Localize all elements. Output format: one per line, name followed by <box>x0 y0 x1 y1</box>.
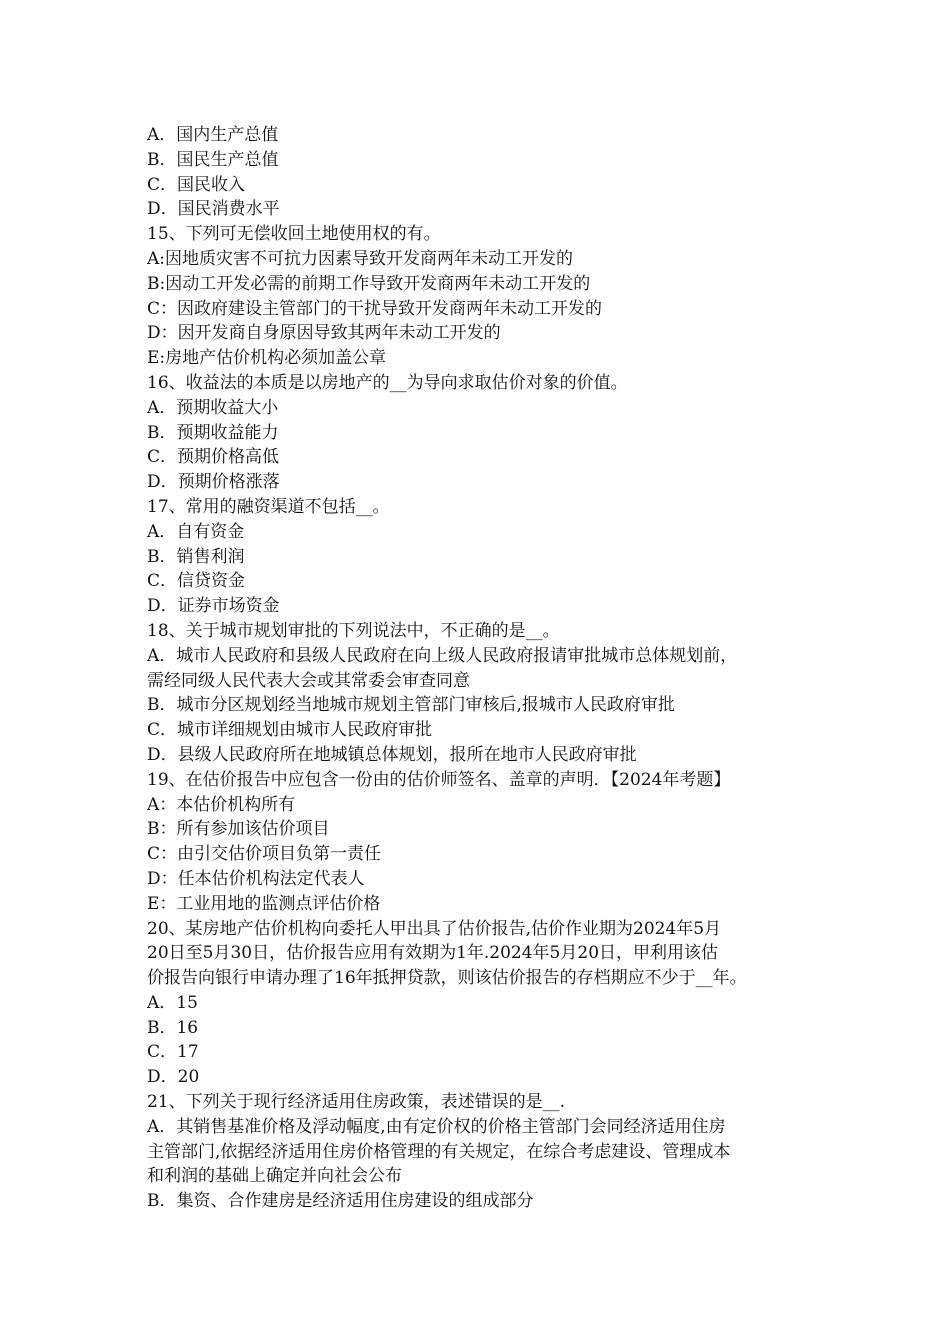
option-a: A．城市人民政府和县级人民政府在向上级人民政府报请审批城市总体规划前， <box>147 645 738 666</box>
option-b: B:因动工开发必需的前期工作导致开发商两年未动工开发的 <box>147 273 591 294</box>
question-18: 18、关于城市规划审批的下列说法中，不正确的是__。 <box>147 620 560 641</box>
option-d: D．国民消费水平 <box>147 199 280 220</box>
question-20-continued: 20日至5月30日，估价报告应用有效期为1年.2024年5月20日，甲利用该估 <box>147 943 719 964</box>
option-d: D．预期价格涨落 <box>147 472 280 493</box>
option-b: B．城市分区规划经当地城市规划主管部门审核后,报城市人民政府审批 <box>147 695 675 716</box>
option-d: D．20 <box>147 1067 200 1088</box>
option-c: C．17 <box>147 1042 199 1063</box>
option-c: C．城市详细规划由城市人民政府审批 <box>147 720 433 741</box>
option-d: D：任本估价机构法定代表人 <box>147 868 365 889</box>
question-21: 21、下列关于现行经济适用住房政策，表述错误的是__. <box>147 1092 566 1113</box>
option-a: A：本估价机构所有 <box>147 794 296 815</box>
option-a-continued: 需经同级人民代表大会或其常委会审查同意 <box>147 670 470 691</box>
option-e: E:房地产估价机构必须加盖公章 <box>147 348 387 369</box>
option-b: B．集资、合作建房是经济适用住房建设的组成部分 <box>147 1191 534 1212</box>
option-c: C．预期价格高低 <box>147 447 280 468</box>
option-b: B：所有参加该估价项目 <box>147 819 330 840</box>
option-d: D．证券市场资金 <box>147 596 280 617</box>
option-c: C：因政府建设主管部门的干扰导致开发商两年未动工开发的 <box>147 298 603 319</box>
option-a: A:因地质灾害不可抗力因素导致开发商两年未动工开发的 <box>147 248 574 269</box>
option-a-continued: 主管部门,依据经济适用住房价格管理的有关规定，在综合考虑建设、管理成本 <box>147 1141 731 1162</box>
document-body <box>147 123 827 1214</box>
option-a: A．预期收益大小 <box>147 397 279 418</box>
option-b: B．国民生产总值 <box>147 149 279 170</box>
option-a: A．国内生产总值 <box>147 125 279 145</box>
option-a: A．其销售基准价格及浮动幅度,由有定价权的价格主管部门会同经济适用住房 <box>147 1116 726 1137</box>
question-15: 15、下列可无偿收回土地使用权的有。 <box>147 224 441 245</box>
question-20: 20、某房地产估价机构向委托人甲出具了估价报告,估价作业期为2024年5月 <box>147 918 722 939</box>
question-20-continued: 价报告向银行申请办理了16年抵押贷款，则该估价报告的存档期应不少于__年。 <box>147 968 747 989</box>
option-b: B．销售利润 <box>147 546 245 567</box>
option-d: D．县级人民政府所在地城镇总体规划，报所在地市人民政府审批 <box>147 744 637 765</box>
question-16: 16、收益法的本质是以房地产的__为导向求取估价对象的价值。 <box>147 372 628 393</box>
option-a: A．15 <box>147 992 198 1013</box>
option-c: C．国民收入 <box>147 174 246 195</box>
option-a: A．自有资金 <box>147 521 245 542</box>
option-a-continued: 和利润的基础上确定并向社会公布 <box>147 1166 402 1187</box>
question-17: 17、常用的融资渠道不包括__。 <box>147 496 390 517</box>
option-b: B．预期收益能力 <box>147 422 279 443</box>
option-c: C：由引交估价项目负第一责任 <box>147 844 382 865</box>
option-e: E：工业用地的监测点评估价格 <box>147 893 381 914</box>
question-19: 19、在估价报告中应包含一份由的估价师签名、盖章的声明．【2024年考题】 <box>147 769 731 790</box>
option-b: B．16 <box>147 1017 199 1038</box>
option-d: D：因开发商自身原因导致其两年未动工开发的 <box>147 323 501 344</box>
option-c: C．信贷资金 <box>147 571 246 592</box>
